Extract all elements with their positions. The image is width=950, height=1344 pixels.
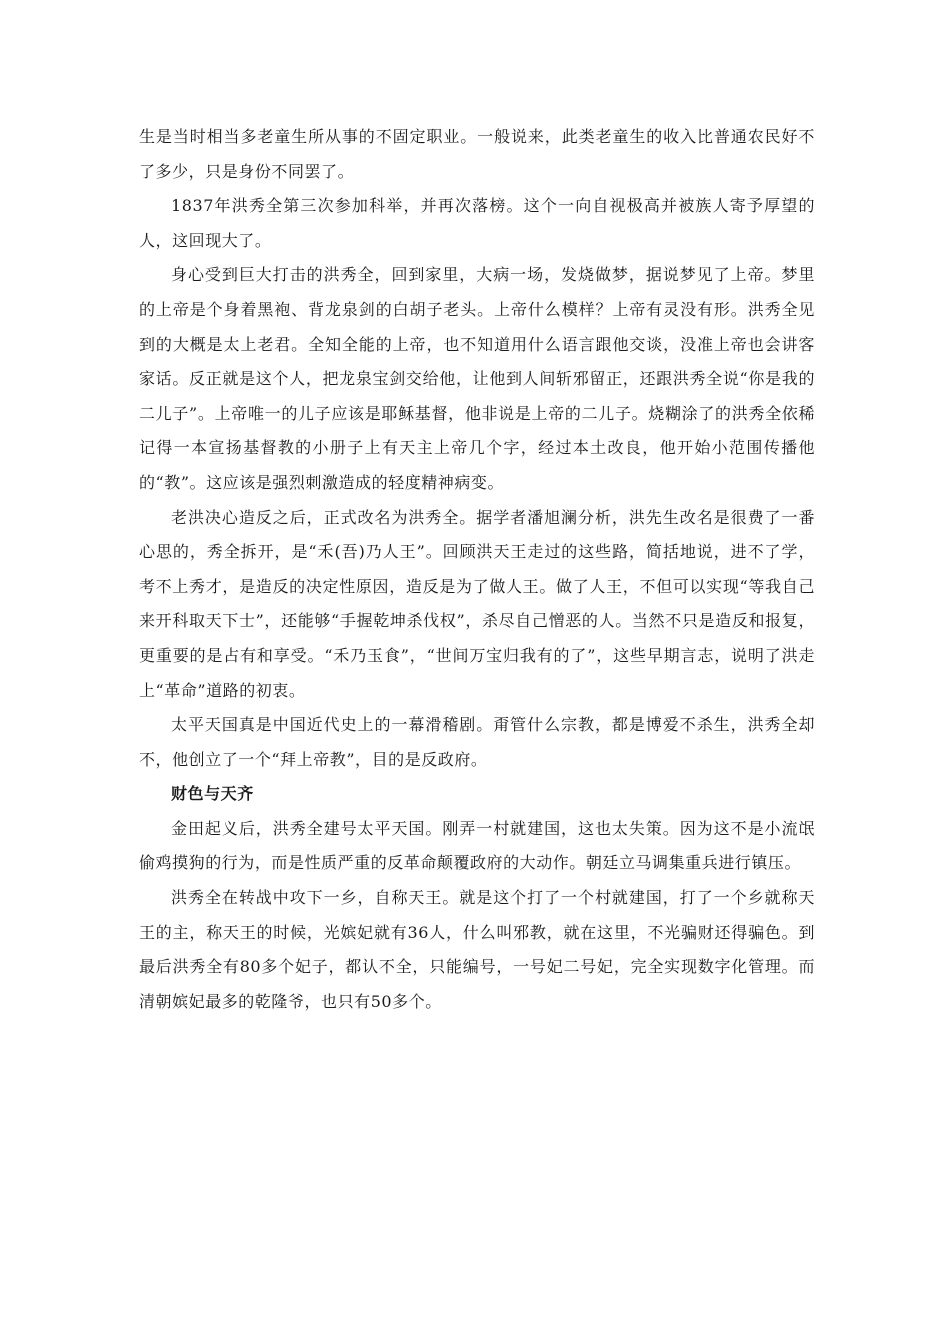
paragraph-exam-failure: 1837年洪秀全第三次参加科举，并再次落榜。这个一向自视极高并被族人寄予厚望的人，这回现大了。 bbox=[139, 196, 815, 250]
paragraph-taiping-farce: 太平天国真是中国近代史上的一幕滑稽剧。甭管什么宗教，都是博爱不杀生，洪秀全却不，他创立了一个“拜上帝教”，目的是反政府。 bbox=[139, 715, 815, 769]
paragraph-name-change: 老洪决心造反之后，正式改名为洪秀全。据学者潘旭澜分析，洪先生改名是很费了一番心思的，秀全拆开，是“禾(吾)乃人王”。回顾洪天王走过的这些路，简括地说，进不了学，考不上秀才，是造反的决定性原因，造反是为了做人王。做了人王，不但可以实现“等我自己来开科取天下士”，还能够“手握乾坤杀伐权”，杀尽自己憎恶的人。当然不只是造反和报复，更重要的是占有和享受。“禾乃玉食”，“世间万宝归我有的了”，这些早期言志，说明了洪走上“革命”道路的初衷。 bbox=[139, 507, 815, 700]
paragraph-dream-of-god: 身心受到巨大打击的洪秀全，回到家里，大病一场，发烧做梦，据说梦见了上帝。梦里的上帝是个身着黑袍、背龙泉剑的白胡子老头。上帝什么模样？上帝有灵没有形。洪秀全见到的大概是太上老君。全知全能的上帝，也不知道用什么语言跟他交谈，没准上帝也会讲客家话。反正就是这个人，把龙泉宝剑交给他，让他到人间斩邪留正，还跟洪秀全说“你是我的二儿子”。上帝唯一的儿子应该是耶稣基督，他非说是上帝的二儿子。烧糊涂了的洪秀全依稀记得一本宣扬基督教的小册子上有天主上帝几个字，经过本土改良，他开始小范围传播他的“教”。这应该是强烈刺激造成的轻度精神病变。 bbox=[139, 265, 815, 492]
paragraph-continuation: 生是当时相当多老童生所从事的不固定职业。一般说来，此类老童生的收入比普通农民好不了多少，只是身份不同罢了。 bbox=[139, 127, 815, 181]
paragraph-heavenly-king: 洪秀全在转战中攻下一乡，自称天王。就是这个打了一个村就建国，打了一个乡就称天王的主，称天王的时候，光嫔妃就有36人，什么叫邪教，就在这里，不光骗财还得骗色。到最后洪秀全有80多个妃子，都认不全，只能编号，一号妃二号妃，完全实现数字化管理。而清朝嫔妃最多的乾隆爷，也只有50多个。 bbox=[139, 888, 815, 1011]
document-page bbox=[139, 120, 815, 1019]
paragraph-jintian-uprising: 金田起义后，洪秀全建号太平天国。刚弄一村就建国，这也太失策。因为这不是小流氓偷鸡摸狗的行为，而是性质严重的反革命颠覆政府的大动作。朝廷立马调集重兵进行镇压。 bbox=[139, 818, 815, 873]
section-heading: 财色与天齐 bbox=[171, 784, 254, 804]
